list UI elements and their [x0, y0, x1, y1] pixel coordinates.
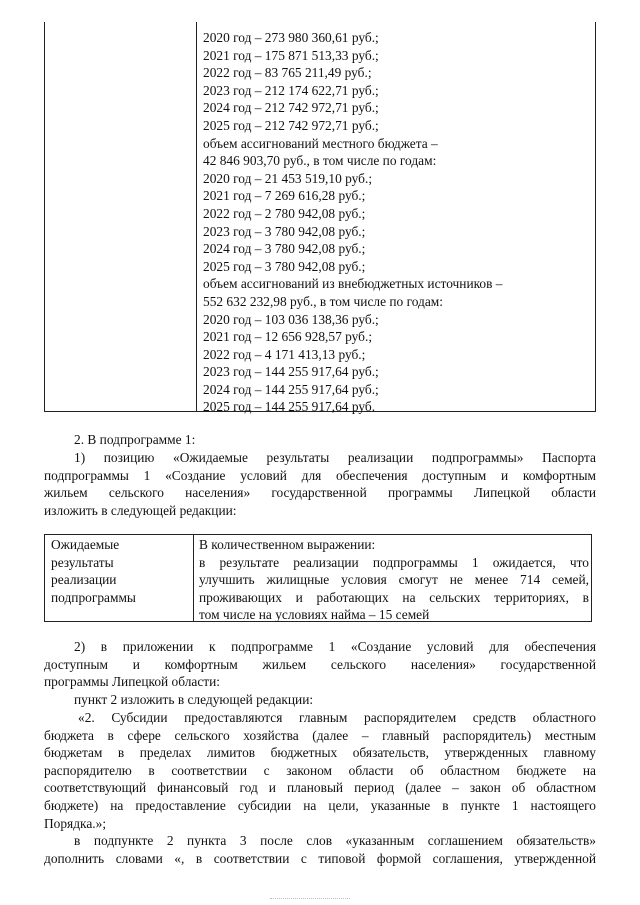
paragraph-subpoint — [44, 832, 596, 867]
paragraph-line: пункт 2 изложить в следующей редакции: — [74, 692, 314, 707]
paragraph-line: «2. Субсидии предоставляются главным распорядителем средств областного — [78, 710, 596, 725]
paragraph-item-1 — [44, 449, 596, 519]
table-line: Ожидаемые — [51, 537, 120, 552]
table-line: 2022 год – 4 171 413,13 руб.; — [203, 346, 366, 362]
table-line: подпрограммы — [51, 589, 136, 605]
table-line: реализации — [51, 572, 117, 588]
section-heading — [44, 431, 596, 449]
table-line: том числе на условиях найма – 15 семей — [199, 607, 430, 623]
results-table-left-cell — [51, 536, 189, 606]
budget-table-right-cell — [203, 29, 593, 416]
paragraph-line: распорядителю в соответствии с законом области об областном бюджете на — [44, 762, 596, 778]
scan-artifact-divider — [270, 898, 350, 899]
table-line: 2023 год – 212 174 622,71 руб.; — [203, 82, 379, 98]
table-line: 2023 год – 3 780 942,08 руб.; — [203, 223, 366, 239]
results-table — [44, 534, 592, 622]
table-line: 2020 год – 21 453 519,10 руб.; — [203, 170, 373, 186]
table-line: 2021 год – 7 269 616,28 руб.; — [203, 188, 366, 204]
table-line: 2024 год – 212 742 972,71 руб.; — [203, 100, 379, 116]
paragraph-line: жильем сельского населения» государственной программы Липецкой области — [44, 485, 596, 501]
table-line: 2023 год – 144 255 917,64 руб.; — [203, 364, 379, 380]
paragraph-line: в подпункте 2 пункта 3 после слов «указанным соглашением обязательств» — [74, 833, 596, 848]
paragraph-line: бюджета в сфере сельского хозяйства (далее – главный распорядитель) местным — [44, 727, 596, 743]
paragraph-line: программы Липецкой области: — [44, 674, 221, 690]
table-line: в результате реализации подпрограммы 1 ожидается, что — [199, 554, 589, 570]
table-line: 2024 год – 144 255 917,64 руб.; — [203, 381, 379, 397]
table-line: 2022 год – 83 765 211,49 руб.; — [203, 65, 372, 81]
paragraph-line: 1) позицию «Ожидаемые результаты реализации подпрограммы» Паспорта — [74, 450, 596, 465]
table-line: объем ассигнований из внебюджетных источников – — [203, 276, 503, 292]
table-line: улучшить жилищные условия смогут не менее 714 семей, — [199, 572, 589, 588]
table-column-divider — [193, 535, 194, 621]
table-line: 2020 год – 273 980 360,61 руб.; — [203, 30, 379, 45]
table-line: 2021 год – 175 871 513,33 руб.; — [203, 47, 379, 63]
table-line: 42 846 903,70 руб., в том числе по годам: — [203, 153, 437, 169]
table-line: проживающих и работающих на сельских территориях, в — [199, 589, 589, 605]
table-line: 2021 год – 12 656 928,57 руб.; — [203, 329, 373, 345]
table-line: 2025 год – 144 255 917,64 руб. — [203, 399, 376, 415]
paragraph-line: бюджете) на предоставление субсидии на цели, указанные в пункте 1 настоящего — [44, 797, 596, 813]
heading-text: 2. В подпрограмме 1: — [74, 432, 196, 447]
table-line: 2025 год – 3 780 942,08 руб.; — [203, 258, 366, 274]
paragraph-line: 2) в приложении к подпрограмме 1 «Создание условий для обеспечения — [74, 639, 596, 654]
paragraph-line: Порядка.»; — [44, 815, 107, 831]
paragraph-line: доступным и комфортным жильем сельского населения» государственной — [44, 656, 596, 672]
paragraph-line: дополнить словами «, в соответствии с типовой формой соглашения, утвержденной — [44, 850, 596, 866]
table-line: 552 632 232,98 руб., в том числе по годам: — [203, 293, 443, 309]
table-line: 2025 год – 212 742 972,71 руб.; — [203, 117, 379, 133]
results-table-right-cell — [199, 536, 589, 624]
paragraph-point2-text — [44, 709, 596, 832]
table-line: 2022 год – 2 780 942,08 руб.; — [203, 205, 366, 221]
paragraph-line: бюджетам в пределах лимитов бюджетных обязательств, утвержденных главному — [44, 745, 596, 761]
table-line: объем ассигнований местного бюджета – — [203, 135, 438, 151]
paragraph-line: подпрограммы 1 «Создание условий для обеспечения доступным и комфортным — [44, 467, 596, 483]
paragraph-item-2 — [44, 638, 596, 691]
table-column-divider — [196, 22, 197, 411]
paragraph-line: соответствующий финансовый год и плановый период (далее – закон об областном — [44, 780, 596, 796]
table-line: 2024 год – 3 780 942,08 руб.; — [203, 241, 366, 257]
paragraph-line: изложить в следующей редакции: — [44, 502, 237, 518]
table-line: В количественном выражении: — [199, 537, 376, 552]
paragraph-point2-intro — [44, 691, 596, 709]
table-line: результаты — [51, 554, 114, 570]
table-line: 2020 год – 103 036 138,36 руб.; — [203, 311, 379, 327]
budget-table — [44, 22, 596, 415]
